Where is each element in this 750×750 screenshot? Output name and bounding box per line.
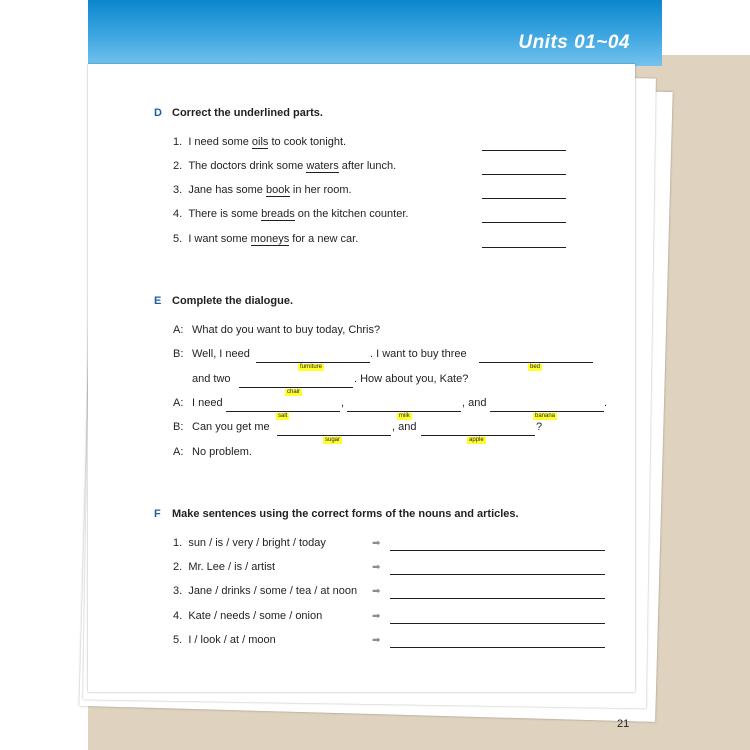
hint-highlight: bed: [530, 364, 541, 370]
exercise-f-item-1: 1. sun / is / very / bright / today: [173, 537, 326, 549]
sentence-blank[interactable]: [390, 647, 605, 648]
underlined-word: waters: [306, 160, 339, 172]
exercise-d-item-5: 5. I want some moneys for a new car.: [173, 233, 359, 245]
arrow-right-icon: ➡: [372, 611, 381, 622]
exercise-d-item-3: 3. Jane has some book in her room.: [173, 184, 352, 196]
dialogue-text: , and: [392, 421, 417, 433]
sentence-blank[interactable]: [390, 598, 605, 599]
dialogue-blank[interactable]: [421, 435, 535, 436]
exercise-f-item-3: 3. Jane / drinks / some / tea / at noon: [173, 585, 358, 597]
arrow-right-icon: ➡: [372, 538, 381, 549]
dialogue-blank[interactable]: [490, 411, 604, 412]
answer-blank[interactable]: [482, 198, 566, 199]
hint-highlight: sugar: [325, 437, 341, 443]
dialogue-text: , and: [462, 397, 487, 409]
answer-blank[interactable]: [482, 247, 566, 248]
banner-title: Units 01~04: [518, 32, 630, 53]
answer-blank[interactable]: [482, 150, 566, 151]
speaker-label: B:: [173, 421, 184, 433]
sentence-blank[interactable]: [390, 550, 605, 551]
dialogue-text: ,: [341, 397, 345, 409]
section-f-title: Make sentences using the correct forms of the nouns and articles.: [172, 508, 519, 520]
exercise-f-item-5: 5. I / look / at / moon: [173, 634, 276, 646]
dialogue-blank[interactable]: [239, 387, 353, 388]
speaker-label: A:: [173, 324, 184, 336]
dialogue-text: .: [604, 397, 608, 409]
answer-blank[interactable]: [482, 222, 566, 223]
section-e-letter: E: [154, 295, 162, 307]
dialogue-text: and two: [192, 373, 231, 385]
dialogue-blank[interactable]: [347, 411, 461, 412]
dialogue-text: No problem.: [192, 446, 252, 458]
speaker-label: A:: [173, 446, 184, 458]
hint-highlight: furniture: [300, 364, 323, 370]
hint-highlight: chair: [287, 389, 301, 395]
underlined-word: book: [265, 184, 290, 196]
dialogue-blank[interactable]: [277, 435, 391, 436]
exercise-f-item-2: 2. Mr. Lee / is / artist: [173, 561, 276, 573]
hint-highlight: banana: [535, 413, 556, 419]
hint-highlight: apple: [469, 437, 484, 443]
dialogue-text: Well, I need: [192, 348, 250, 360]
exercise-f-item-4: 4. Kate / needs / some / onion: [173, 610, 323, 622]
dialogue-text: ?: [536, 421, 543, 433]
section-d-title: Correct the underlined parts.: [172, 107, 323, 119]
hint-highlight: salt: [278, 413, 288, 419]
dialogue-blank[interactable]: [256, 362, 370, 363]
answer-blank[interactable]: [482, 174, 566, 175]
page-number: 21: [617, 718, 630, 730]
underlined-word: moneys: [250, 233, 290, 245]
dialogue-text: Can you get me: [192, 421, 270, 433]
exercise-d-item-4: 4. There is some breads on the kitchen counter.: [173, 208, 409, 220]
dialogue-text: I need: [192, 397, 223, 409]
hint-highlight: milk: [399, 413, 410, 419]
sentence-blank[interactable]: [390, 574, 605, 575]
section-f-letter: F: [154, 508, 161, 520]
dialogue-blank[interactable]: [479, 362, 593, 363]
speaker-label: A:: [173, 397, 184, 409]
arrow-right-icon: ➡: [372, 635, 381, 646]
section-d-letter: D: [154, 107, 162, 119]
unit-banner: [88, 0, 662, 66]
arrow-right-icon: ➡: [372, 562, 381, 573]
dialogue-text: . I want to buy three: [370, 348, 467, 360]
exercise-d-item-1: 1. I need some oils to cook tonight.: [173, 136, 347, 148]
exercise-d-item-2: 2. The doctors drink some waters after lunch.: [173, 160, 397, 172]
speaker-label: B:: [173, 348, 184, 360]
dialogue-text: What do you want to buy today, Chris?: [192, 324, 381, 336]
sentence-blank[interactable]: [390, 623, 605, 624]
dialogue-blank[interactable]: [226, 411, 340, 412]
underlined-word: oils: [251, 136, 269, 148]
arrow-right-icon: ➡: [372, 586, 381, 597]
underlined-word: breads: [261, 208, 295, 220]
section-e-title: Complete the dialogue.: [172, 295, 294, 307]
dialogue-text: . How about you, Kate?: [354, 373, 469, 385]
